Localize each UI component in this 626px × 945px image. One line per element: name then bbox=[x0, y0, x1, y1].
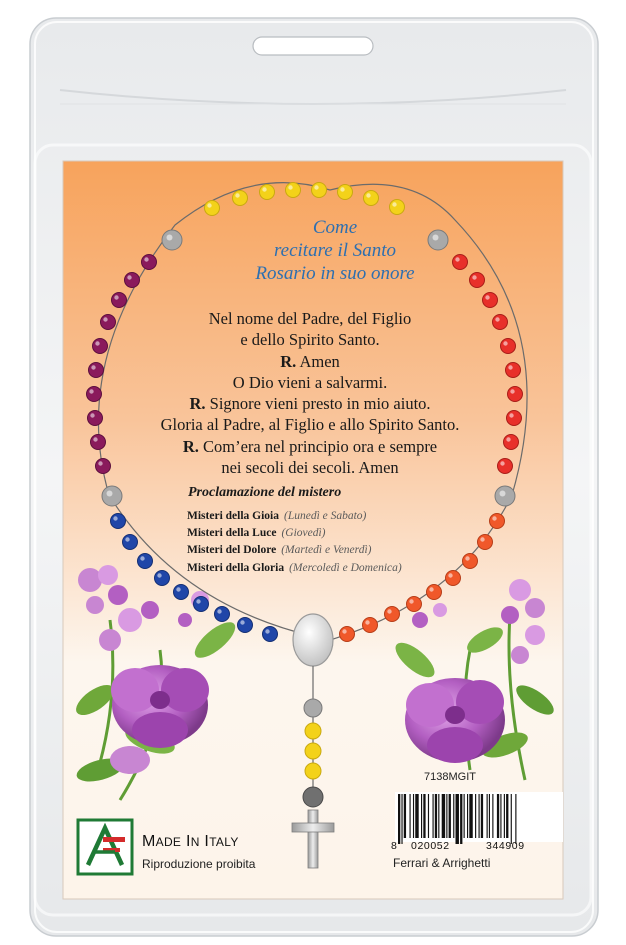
mystery-item bbox=[187, 560, 402, 577]
prayer-response bbox=[160, 351, 460, 372]
rosary-bead-blue bbox=[123, 535, 138, 550]
bead-highlight bbox=[392, 202, 396, 206]
bead-highlight bbox=[508, 365, 512, 369]
prayer-line: Nel nome del Padre, del Figlio bbox=[208, 309, 412, 328]
rosary-bead-blue bbox=[174, 585, 189, 600]
barcode-bar bbox=[515, 794, 516, 844]
rosary-bead-red bbox=[508, 387, 523, 402]
rosary-bead-orange bbox=[478, 535, 493, 550]
bead-highlight bbox=[455, 257, 459, 261]
title-line: recitare il Santo bbox=[273, 240, 397, 261]
rosary-bead-orange bbox=[407, 597, 422, 612]
bead-highlight bbox=[472, 275, 476, 279]
bead-highlight bbox=[480, 537, 484, 541]
barcode-bar bbox=[415, 794, 418, 838]
barcode-bar bbox=[438, 794, 439, 838]
bead-highlight bbox=[113, 516, 117, 520]
response-mark: R. bbox=[189, 394, 206, 414]
barcode-bar bbox=[449, 794, 451, 838]
rosary-bead-purple bbox=[125, 273, 140, 288]
prayer-line: O Dio vieni a salvarmi. bbox=[232, 372, 388, 392]
rosary-bead-purple bbox=[88, 411, 103, 426]
card-title bbox=[250, 216, 420, 285]
barcode-bar bbox=[453, 794, 454, 838]
barcode-digits-right: 344909 bbox=[486, 840, 525, 852]
barcode-bar bbox=[489, 794, 490, 838]
barcode-bar bbox=[428, 794, 429, 838]
mysteries-list bbox=[187, 508, 402, 577]
rosary-bead-orange bbox=[340, 627, 355, 642]
barcode-bar bbox=[423, 794, 425, 838]
bead-highlight bbox=[107, 491, 113, 497]
mystery-item bbox=[187, 508, 402, 525]
company-name: Ferrari & Arrighetti bbox=[393, 856, 491, 870]
mystery-days: (Lunedì e Sabato) bbox=[283, 510, 367, 522]
prayer-line: Gloria al Padre, al Figlio e allo Spirito Santo. bbox=[160, 415, 460, 435]
mystery-name: Misteri del Dolore bbox=[187, 544, 277, 557]
made-in-italy bbox=[142, 833, 239, 851]
barcode-bar bbox=[475, 794, 476, 838]
brand-logo bbox=[78, 820, 132, 874]
bead-highlight bbox=[125, 537, 129, 541]
bead-highlight bbox=[409, 599, 413, 603]
bead-highlight bbox=[495, 317, 499, 321]
barcode-bar bbox=[460, 794, 462, 844]
rosary-bead-purple bbox=[87, 387, 102, 402]
prayer-response bbox=[160, 393, 460, 414]
barcode-digits-left: 020052 bbox=[411, 840, 450, 852]
prayer-line: e dello Spirito Santo. bbox=[240, 330, 380, 350]
bead-highlight bbox=[500, 491, 506, 497]
bead-highlight bbox=[144, 257, 148, 261]
made-in-text: MADE IN ITALY bbox=[142, 833, 239, 850]
bead-highlight bbox=[509, 413, 513, 417]
bead-highlight bbox=[465, 556, 469, 560]
bead-highlight bbox=[506, 437, 510, 441]
rosary-bead-yellow bbox=[260, 185, 275, 200]
rosary-bead-blue bbox=[194, 597, 209, 612]
rosary-bead-yellow bbox=[205, 201, 220, 216]
bead-highlight bbox=[340, 187, 344, 191]
barcode-bar bbox=[446, 794, 447, 838]
rosary-bead-orange bbox=[385, 607, 400, 622]
reproduction-notice: Riproduzione proibita bbox=[142, 857, 256, 871]
barcode-bar bbox=[504, 794, 505, 838]
bead-highlight bbox=[235, 193, 239, 197]
bead-highlight bbox=[114, 295, 118, 299]
bead-highlight bbox=[387, 609, 391, 613]
barcode-bar bbox=[442, 794, 445, 838]
barcode-bar bbox=[492, 794, 493, 838]
response-mark: R. bbox=[182, 436, 199, 456]
rosary-bead-orange bbox=[363, 618, 378, 633]
mystery-days: (Martedì e Venerdì) bbox=[281, 544, 372, 557]
title-line: Rosario in suo onore bbox=[255, 263, 415, 284]
rosary-bead-grey bbox=[428, 230, 448, 250]
barcode-bar bbox=[433, 794, 434, 838]
rosary-bead-purple bbox=[112, 293, 127, 308]
rosary-bead-orange bbox=[490, 514, 505, 529]
rosary-bead-grey bbox=[102, 486, 122, 506]
rosary-bead-purple bbox=[96, 459, 111, 474]
barcode bbox=[395, 792, 563, 844]
bead-highlight bbox=[503, 341, 507, 345]
barcode-bar bbox=[401, 794, 402, 844]
bead-highlight bbox=[89, 389, 93, 393]
barcode-bar bbox=[511, 794, 512, 844]
bead-highlight bbox=[91, 365, 95, 369]
bead-highlight bbox=[366, 193, 370, 197]
rosary-bead-grey bbox=[162, 230, 182, 250]
barcode-bar bbox=[487, 794, 488, 838]
rosary-bead-yellow bbox=[233, 191, 248, 206]
barcode-bar bbox=[469, 794, 472, 838]
rosary-bead-red bbox=[453, 255, 468, 270]
mystery-days: (Giovedì) bbox=[281, 527, 326, 540]
bead-highlight bbox=[176, 587, 180, 591]
prayer-text bbox=[160, 308, 460, 478]
rosary-bead-yellow bbox=[390, 200, 405, 215]
rosary-bead-dark bbox=[303, 787, 323, 807]
rosary-medal bbox=[293, 614, 333, 666]
rosary-bead-purple bbox=[91, 435, 106, 450]
barcode-bar bbox=[481, 794, 483, 838]
bead-highlight bbox=[196, 599, 200, 603]
rosary-bead-blue bbox=[138, 554, 153, 569]
prayer-line: nei secoli dei secoli. Amen bbox=[221, 458, 399, 478]
bead-highlight bbox=[485, 295, 489, 299]
bead-highlight bbox=[365, 620, 369, 624]
bead-highlight bbox=[93, 437, 97, 441]
bead-highlight bbox=[140, 556, 144, 560]
barcode-bar bbox=[435, 794, 437, 838]
bead-highlight bbox=[492, 516, 496, 520]
rosary-bead-blue bbox=[111, 514, 126, 529]
rosary-bead-yellow bbox=[286, 183, 301, 198]
barcode-bar bbox=[464, 794, 465, 838]
barcode-digit-first: 8 bbox=[391, 840, 398, 852]
rosary-bead-grey bbox=[495, 486, 515, 506]
rosary-bead-red bbox=[498, 459, 513, 474]
response-text: Com’era nel principio ora e sempre bbox=[203, 436, 438, 456]
bead-highlight bbox=[433, 235, 439, 241]
mystery-item bbox=[187, 542, 402, 559]
bead-highlight bbox=[240, 620, 244, 624]
rosary-bead-yellow bbox=[338, 185, 353, 200]
barcode-bar bbox=[506, 794, 508, 838]
product-code: 7138MGIT bbox=[424, 771, 476, 783]
rosary-bead-yellow bbox=[305, 723, 321, 739]
mystery-item bbox=[187, 525, 402, 542]
bead-highlight bbox=[314, 185, 318, 189]
rosary-bead-purple bbox=[89, 363, 104, 378]
bead-highlight bbox=[448, 573, 452, 577]
response-text: Amen bbox=[299, 351, 340, 371]
mystery-days: (Mercoledì e Domenica) bbox=[289, 561, 402, 574]
rosary-bead-yellow bbox=[305, 743, 321, 759]
bead-highlight bbox=[95, 341, 99, 345]
rosary-bead-purple bbox=[93, 339, 108, 354]
barcode-bar bbox=[398, 794, 400, 844]
rosary-bead-yellow bbox=[312, 183, 327, 198]
rosary-bead-red bbox=[493, 315, 508, 330]
bead-highlight bbox=[342, 629, 346, 633]
rosary-bead-red bbox=[483, 293, 498, 308]
mystery-name: Misteri della Gloria bbox=[187, 561, 285, 574]
mystery-name: Misteri della Luce bbox=[187, 527, 277, 540]
barcode-bar bbox=[456, 794, 459, 844]
rosary-bead-blue bbox=[263, 627, 278, 642]
barcode-bar bbox=[479, 794, 480, 838]
hanging-hole bbox=[253, 37, 373, 55]
bead-highlight bbox=[500, 461, 504, 465]
rosary-bead-purple bbox=[101, 315, 116, 330]
barcode-bar bbox=[421, 794, 422, 838]
barcode-bar bbox=[497, 794, 499, 838]
bead-highlight bbox=[98, 461, 102, 465]
mystery-name: Misteri della Gioia bbox=[187, 510, 279, 522]
bead-highlight bbox=[167, 235, 173, 241]
rosary-bead-orange bbox=[427, 585, 442, 600]
bead-highlight bbox=[90, 413, 94, 417]
bead-highlight bbox=[265, 629, 269, 633]
rosary-bead-purple bbox=[142, 255, 157, 270]
rosary-bead-red bbox=[507, 411, 522, 426]
rosary-bead-red bbox=[501, 339, 516, 354]
barcode-bar bbox=[500, 794, 501, 838]
bead-highlight bbox=[217, 609, 221, 613]
barcode-bar bbox=[467, 794, 468, 838]
proclamation-title: Proclamazione del mistero bbox=[188, 485, 342, 500]
barcode-bar bbox=[410, 794, 411, 838]
title-line: Come bbox=[312, 217, 358, 238]
barcode-bar bbox=[413, 794, 414, 838]
response-text: Signore vieni presto in mio aiuto. bbox=[209, 394, 431, 414]
rosary-bead-grey bbox=[304, 699, 322, 717]
bead-highlight bbox=[103, 317, 107, 321]
bead-highlight bbox=[157, 573, 161, 577]
rosary-bead-blue bbox=[155, 571, 170, 586]
rosary-bead-red bbox=[470, 273, 485, 288]
bead-highlight bbox=[262, 187, 266, 191]
prayer-response bbox=[160, 436, 460, 457]
bead-highlight bbox=[429, 587, 433, 591]
rosary-bead-blue bbox=[238, 618, 253, 633]
rosary-bead-yellow bbox=[364, 191, 379, 206]
rosary-bead-red bbox=[506, 363, 521, 378]
bead-highlight bbox=[207, 203, 211, 207]
bead-highlight bbox=[127, 275, 131, 279]
barcode-bar bbox=[404, 794, 406, 838]
rosary-bead-orange bbox=[463, 554, 478, 569]
bead-highlight bbox=[288, 185, 292, 189]
bead-highlight bbox=[510, 389, 514, 393]
rosary-bead-orange bbox=[446, 571, 461, 586]
rosary-bead-yellow bbox=[305, 763, 321, 779]
response-mark: R. bbox=[280, 351, 297, 371]
rosary-bead-blue bbox=[215, 607, 230, 622]
rosary-bead-red bbox=[504, 435, 519, 450]
